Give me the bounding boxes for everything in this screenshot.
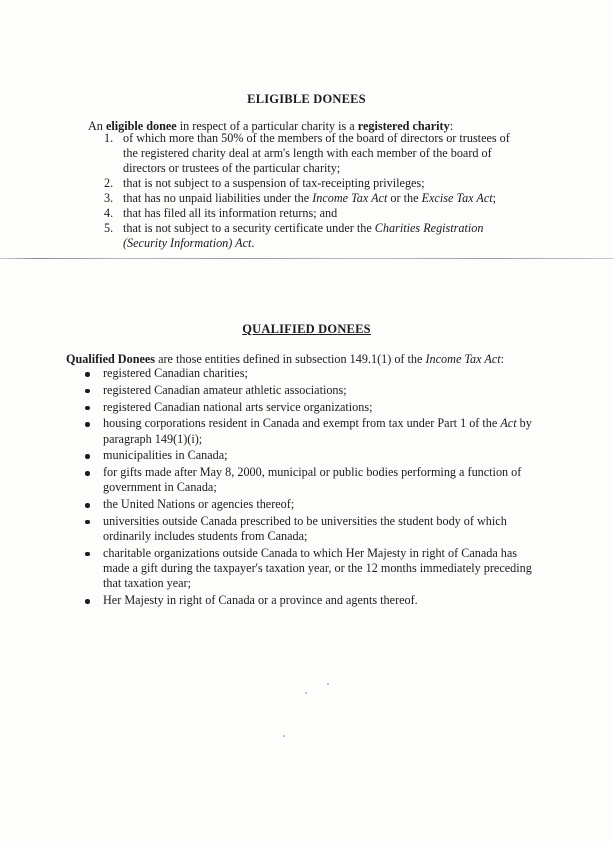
text-run: registered Canadian amateur athletic associations; — [103, 382, 347, 397]
text-run: the United Nations or agencies thereof; — [103, 497, 295, 512]
eligible-list-item — [100, 176, 520, 191]
text-run: paragraph 149(1)(i); — [103, 431, 203, 446]
qualified-list-item — [85, 416, 535, 446]
text-run: that is not subject to a suspension of tax-receipting privileges; — [123, 176, 425, 190]
qualified-list-item — [85, 465, 535, 495]
bold-term: registered charity — [357, 119, 450, 133]
qualified-list-item — [85, 546, 535, 592]
text-run: ordinarily includes students from Canada; — [103, 529, 308, 544]
bullet-icon — [85, 422, 90, 427]
qualified-list-item — [85, 514, 535, 544]
bullet-icon — [85, 406, 90, 411]
text-run: in respect of a particular charity is a — [176, 119, 358, 133]
text-run: made a gift during the taxpayer's taxation year, or the 12 months immediately preceding — [103, 561, 532, 576]
qualified-list-item — [85, 593, 535, 608]
bullet-icon — [85, 372, 90, 377]
text-run: or the — [387, 191, 422, 205]
italic-term: Income Tax Act — [425, 352, 501, 366]
text-run: . — [251, 236, 255, 250]
text-run: that is not subject to a security certificate under the — [123, 221, 375, 235]
text-run: that has no unpaid liabilities under the — [123, 191, 313, 205]
bullet-icon — [85, 599, 90, 604]
qualified-list-item — [85, 383, 535, 398]
text-run: by — [516, 416, 532, 431]
bullet-icon — [85, 552, 90, 557]
text-run: ; — [492, 191, 497, 205]
text-run: Her Majesty in right of Canada or a province and agents thereof. — [103, 593, 418, 608]
italic-term: Act — [500, 416, 517, 431]
italic-term: Charities Registration — [374, 221, 484, 235]
text-run: An — [88, 119, 106, 133]
text-run: : — [449, 119, 454, 133]
scan-speck — [327, 683, 329, 685]
list-number: 2. — [104, 176, 114, 190]
bold-term: eligible donee — [105, 119, 177, 133]
eligible-list-item — [100, 206, 520, 221]
text-run: : — [500, 352, 505, 366]
qualified-list-item — [85, 497, 535, 512]
qualified-donees-intro — [66, 351, 504, 367]
qualified-list-item — [85, 400, 535, 415]
scan-speck — [305, 692, 307, 694]
bullet-icon — [85, 454, 90, 459]
text-run: government in Canada; — [103, 480, 217, 495]
qualified-donees-list — [85, 366, 535, 610]
bold-term: Qualified Donees — [66, 352, 156, 366]
scan-speck — [283, 735, 285, 737]
qualified-list-item — [85, 448, 535, 463]
eligible-donees-heading: ELIGIBLE DONEES — [247, 92, 366, 106]
text-run: of which more than 50% of the members of the board of directors or trustees of — [123, 131, 510, 145]
list-number: 1. — [104, 131, 114, 145]
qualified-list-item — [85, 366, 535, 381]
text-run: for gifts made after May 8, 2000, municipal or public bodies performing a function of — [103, 465, 522, 480]
italic-term: Income Tax Act — [312, 191, 388, 205]
list-number: 3. — [104, 191, 114, 205]
section-divider — [0, 258, 613, 259]
bullet-icon — [85, 520, 90, 525]
list-number: 4. — [104, 206, 114, 220]
text-run: are those entities defined in subsection 149.1(1) of the — [155, 352, 426, 366]
text-run: municipalities in Canada; — [103, 448, 228, 463]
text-run: the registered charity deal at arm's length with each member of the board of — [123, 146, 492, 160]
bullet-icon — [85, 389, 90, 394]
text-run: registered Canadian national arts service organizations; — [103, 399, 373, 414]
eligible-donees-list — [100, 131, 520, 251]
text-run: registered Canadian charities; — [103, 366, 248, 380]
list-number: 5. — [104, 221, 114, 235]
text-run: housing corporations resident in Canada and exempt from tax under Part 1 of the — [103, 416, 501, 431]
text-run: charitable organizations outside Canada to which Her Majesty in right of Canada has — [103, 545, 518, 560]
eligible-list-item — [100, 131, 520, 176]
eligible-list-item — [100, 191, 520, 206]
italic-term: (Security Information) Act — [123, 236, 252, 250]
eligible-list-item — [100, 221, 520, 251]
text-run: directors or trustees of the particular charity; — [123, 161, 341, 175]
text-run: that has filed all its information returns; and — [123, 206, 338, 220]
bullet-icon — [85, 503, 90, 508]
italic-term: Excise Tax Act — [421, 191, 493, 205]
text-run: that taxation year; — [103, 576, 191, 591]
qualified-donees-heading: QUALIFIED DONEES — [242, 322, 371, 336]
text-run: universities outside Canada prescribed to be universities the student body of which — [103, 513, 507, 528]
bullet-icon — [85, 471, 90, 476]
